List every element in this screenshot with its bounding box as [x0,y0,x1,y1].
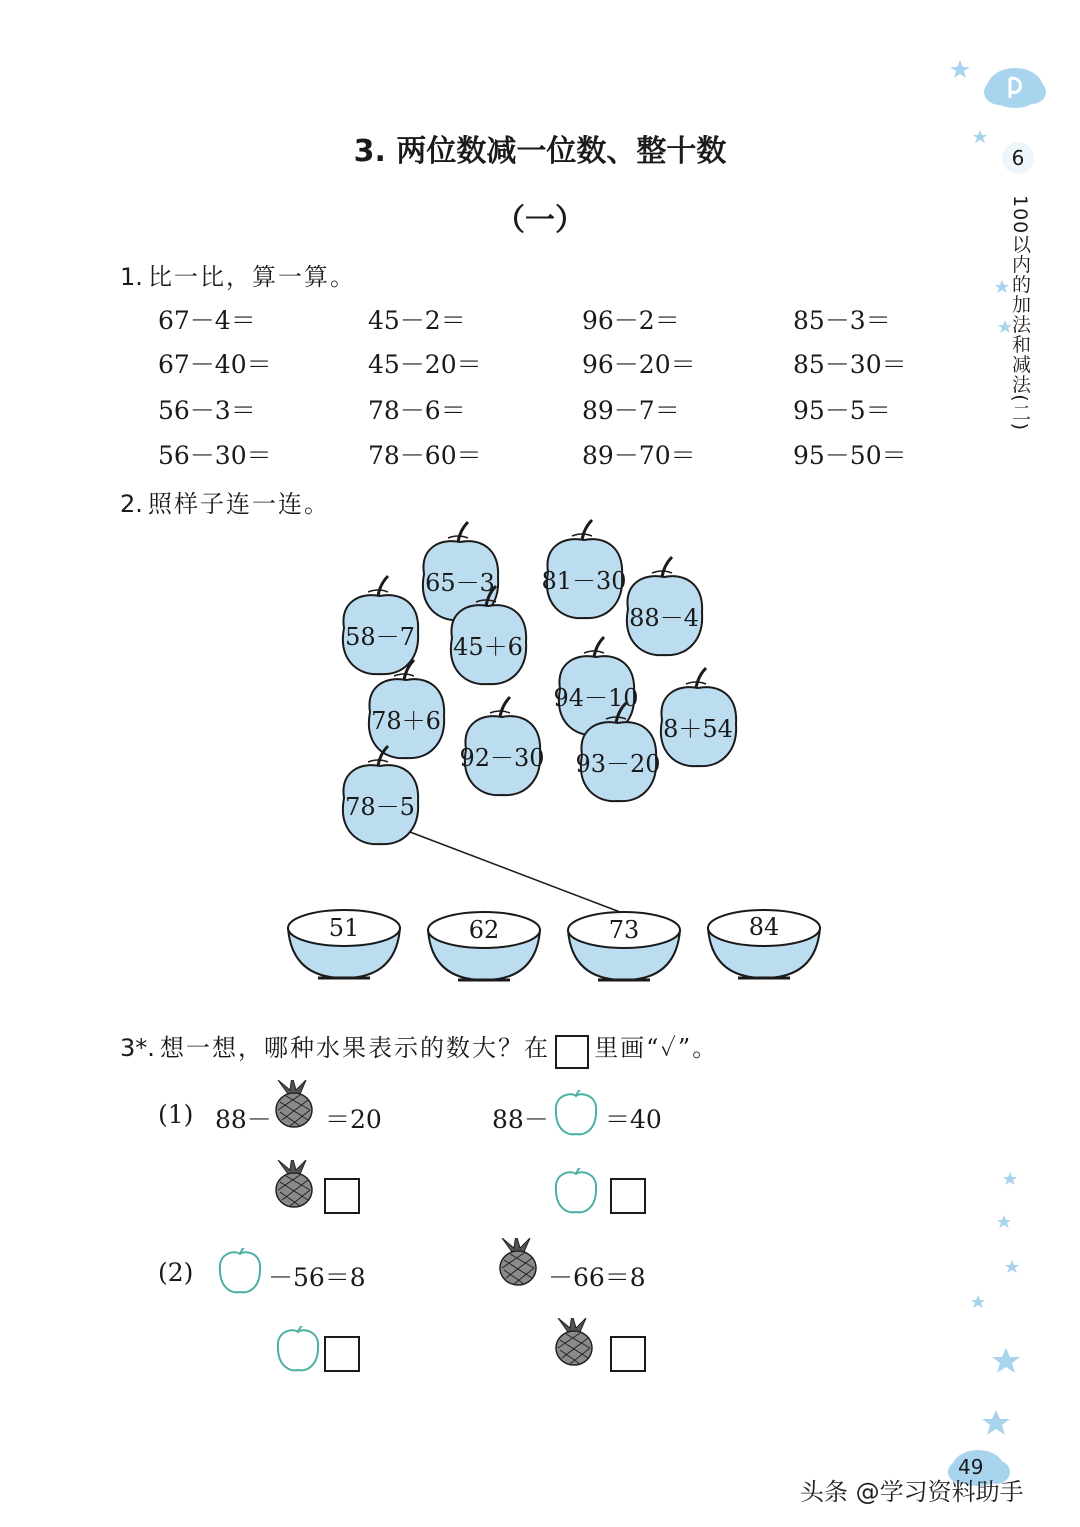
bowl-label: 62 [468,916,500,944]
apple-label: 45＋6 [453,633,523,661]
equation: 56－3＝ [158,396,256,425]
equation: 45－20＝ [368,350,482,379]
apple-icon [274,1326,324,1376]
question-3-text-after: 里画“✓”。 [594,1034,719,1062]
answer-box-sample [555,1035,589,1069]
page-number: 49 [958,1455,984,1479]
unit-number: 6 [1011,146,1025,170]
connection-line [410,832,620,912]
apple-label: 58－7 [345,623,415,651]
apple-icon [216,1248,266,1298]
equation: 78－6＝ [368,396,466,425]
equation: 89－70＝ [582,441,696,470]
equation: 67－40＝ [158,350,272,379]
question-3-number: 3*. [120,1034,155,1062]
equation: 95－5＝ [793,396,891,425]
apple-label: 88－4 [629,604,699,632]
equation: 56－30＝ [158,441,272,470]
part-1-eq-b-suffix: ＝40 [605,1105,662,1134]
apple-label: 94－10 [553,684,639,712]
part-2-eq-a-suffix: －56＝8 [268,1263,366,1292]
part-1-eq-a-suffix: ＝20 [325,1105,382,1134]
question-2-text: 照样子连一连。 [148,490,330,518]
equation: 89－7＝ [582,396,680,425]
equation: 85－3＝ [793,306,891,335]
bowl-label: 84 [748,913,780,941]
question-3-heading [120,1028,718,1069]
watermark: 头条 @学习资料助手 [800,1478,1024,1506]
page-title: 3. 两位数减一位数、整十数 [353,134,727,169]
equation: 67－4＝ [158,306,256,335]
part-1-eq-b-prefix: 88－ [492,1105,549,1134]
equation: 45－2＝ [368,306,466,335]
apple-icon [552,1168,602,1218]
apple-label: 78－5 [345,793,415,821]
bowl-label: 51 [328,914,360,942]
question-1-number: 1. [120,263,143,291]
equation: 85－30＝ [793,350,907,379]
equation: 95－50＝ [793,441,907,470]
part-1-label: (1) [158,1100,194,1129]
pineapple-icon [270,1160,320,1212]
pineapple-icon [270,1080,320,1132]
apple-label: 93－20 [575,750,661,778]
equation: 96－20＝ [582,350,696,379]
pineapple-icon [494,1238,544,1290]
pineapple-icon [550,1318,600,1370]
apple-label: 92－30 [459,744,545,772]
apple-icon [552,1090,602,1140]
apple-label: 81－30 [541,567,627,595]
part-2-label: (2) [158,1258,194,1287]
apple-label: 65－3 [425,569,495,597]
answer-box-pineapple-2[interactable] [610,1336,646,1372]
unit-title: 100以内的加法和减法(二) [1009,195,1031,432]
equation: 78－60＝ [368,441,482,470]
question-2-number: 2. [120,490,143,518]
apple-label: 8＋54 [663,715,733,743]
page-subtitle: （一） [495,203,585,238]
bowl-label: 73 [608,916,640,944]
answer-box-apple-2[interactable] [324,1336,360,1372]
answer-box-pineapple-1[interactable] [324,1178,360,1214]
apple-label: 78＋6 [371,707,441,735]
equation: 96－2＝ [582,306,680,335]
question-1-text: 比一比，算一算。 [148,263,356,291]
answer-box-apple-1[interactable] [610,1178,646,1214]
part-2-eq-b-suffix: －66＝8 [548,1263,646,1292]
part-1-eq-a-prefix: 88－ [215,1105,272,1134]
question-3-text: 想一想，哪种水果表示的数大？在 [160,1034,550,1062]
